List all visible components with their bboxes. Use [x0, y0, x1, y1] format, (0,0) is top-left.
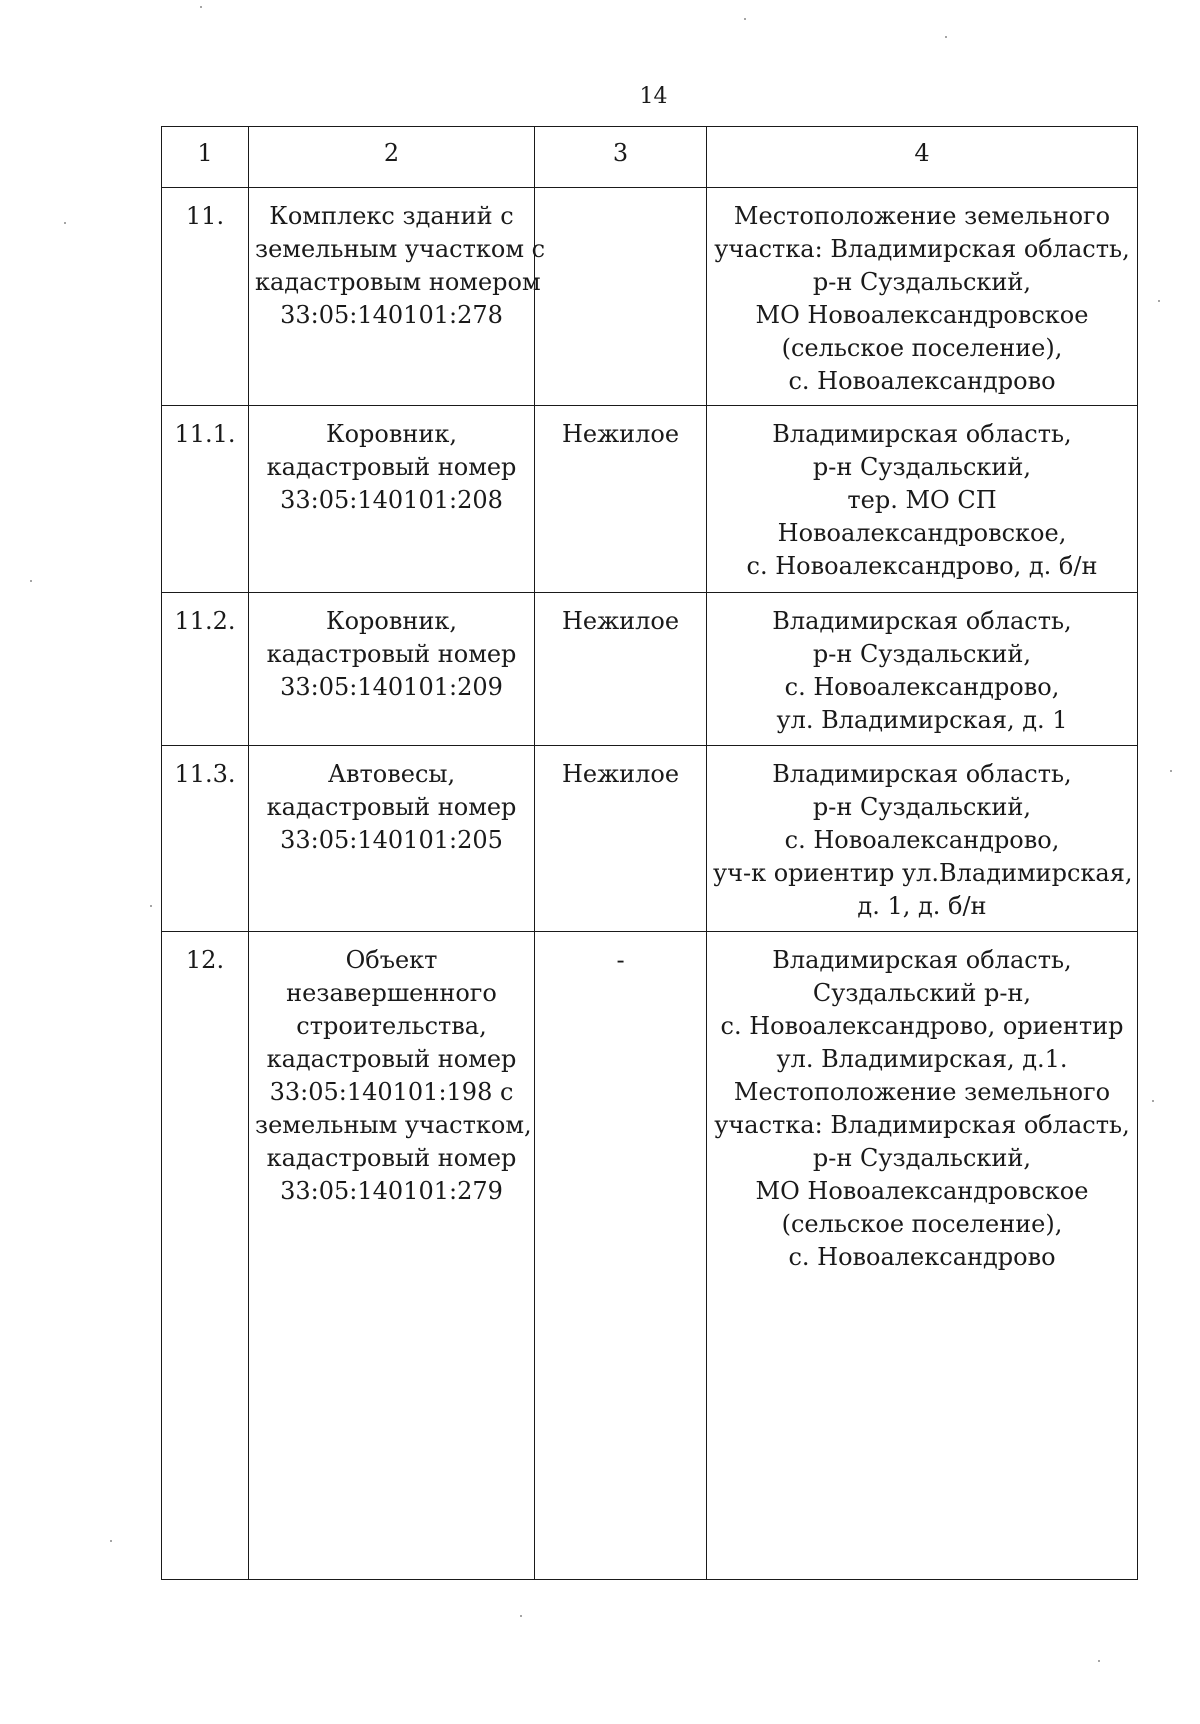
- cell-text-line: Нежилое: [561, 760, 680, 788]
- cell-text-line: Местоположение земельного: [733, 1078, 1111, 1106]
- scan-speck: [110, 1540, 112, 1542]
- row-number-cell: [162, 406, 249, 593]
- column-header-1: 1: [162, 127, 249, 188]
- table-header-row: [162, 127, 1138, 188]
- cell-text-line: кадастровый номер: [266, 1144, 517, 1172]
- cell-text-line: р-н Суздальский,: [812, 793, 1032, 821]
- column-header-4: 4: [707, 127, 1138, 188]
- scan-speck: [1152, 1100, 1154, 1102]
- cell-text-line: с. Новоалександрово,: [784, 826, 1060, 854]
- address-cell: [707, 932, 1138, 1580]
- scan-speck: [1098, 1660, 1100, 1662]
- cell-text-line: Владимирская область,: [772, 946, 1072, 974]
- cell-text-line: 33:05:140101:279: [280, 1177, 503, 1205]
- cell-text-line: Владимирская область,: [772, 607, 1072, 635]
- cell-text-line: с. Новоалександрово: [788, 1243, 1056, 1271]
- cell-text-line: д. 1, д. б/н: [857, 892, 987, 920]
- table-row: [162, 932, 1138, 1580]
- cell-text-line: (сельское поселение),: [781, 334, 1063, 362]
- cell-text-line: Коровник,: [326, 607, 457, 635]
- row-number-cell: [162, 932, 249, 1580]
- table-row: [162, 188, 1138, 406]
- address-cell: [707, 746, 1138, 932]
- cell-text-line: 33:05:140101:205: [280, 826, 503, 854]
- row-number-cell: [162, 746, 249, 932]
- cell-text-line: р-н Суздальский,: [812, 268, 1032, 296]
- cell-text-line: р-н Суздальский,: [812, 640, 1032, 668]
- row-number-cell: [162, 593, 249, 746]
- scan-speck: [1170, 770, 1172, 772]
- scan-speck: [945, 36, 947, 38]
- cell-text-line: с. Новоалександрово,: [784, 673, 1060, 701]
- object-type-cell: [535, 188, 707, 406]
- cell-text-line: с. Новоалександрово: [788, 367, 1056, 395]
- column-header-3: 3: [535, 127, 707, 188]
- cell-text-line: кадастровый номер: [266, 453, 517, 481]
- cell-text-line: р-н Суздальский,: [812, 1144, 1032, 1172]
- object-type-cell: [535, 746, 707, 932]
- cell-text-line: Новоалександровское,: [777, 519, 1067, 547]
- cell-text-line: Автовесы,: [327, 760, 456, 788]
- cell-text-line: кадастровый номер: [266, 640, 517, 668]
- cell-text-line: МО Новоалександровское: [755, 1177, 1089, 1205]
- cell-text-line: 11.: [185, 202, 225, 230]
- object-type-cell: [535, 593, 707, 746]
- cell-text-line: Комплекс зданий с: [269, 202, 514, 230]
- cell-text-line: 33:05:140101:278: [280, 301, 503, 329]
- cell-text-line: Нежилое: [561, 607, 680, 635]
- cell-text-line: кадастровый номер: [266, 793, 517, 821]
- cell-text-line: 11.3.: [174, 760, 236, 788]
- cell-text-line: уч-к ориентир ул.Владимирская,: [713, 859, 1133, 887]
- table-row: [162, 746, 1138, 932]
- object-name-cell: [249, 746, 535, 932]
- scan-speck: [30, 580, 32, 582]
- cell-text-line: -: [616, 946, 625, 974]
- cell-text-line: Владимирская область,: [772, 420, 1072, 448]
- table-row: [162, 406, 1138, 593]
- cell-text-line: тер. МО СП: [847, 486, 997, 514]
- cell-text-line: Объект: [345, 946, 438, 974]
- row-number-cell: [162, 188, 249, 406]
- cell-text-line: ул. Владимирская, д. 1: [776, 706, 1068, 734]
- cell-text-line: Местоположение земельного: [733, 202, 1111, 230]
- address-cell: [707, 406, 1138, 593]
- cell-text-line: Нежилое: [561, 420, 680, 448]
- cell-text-line: кадастровым номером: [255, 268, 541, 296]
- cell-text-line: участка: Владимирская область,: [714, 235, 1130, 263]
- object-name-cell: [249, 593, 535, 746]
- object-name-cell: [249, 406, 535, 593]
- cell-text-line: 11.1.: [174, 420, 236, 448]
- cell-text-line: МО Новоалександровское: [755, 301, 1089, 329]
- table-body: [162, 188, 1138, 1580]
- scan-speck: [1158, 300, 1160, 302]
- cell-text-line: ул. Владимирская, д.1.: [776, 1045, 1068, 1073]
- scan-speck: [200, 6, 202, 8]
- property-table: [161, 126, 1138, 1580]
- cell-text-line: с. Новоалександрово, д. б/н: [746, 552, 1098, 580]
- cell-text-line: участка: Владимирская область,: [714, 1111, 1130, 1139]
- cell-text-line: незавершенного: [286, 979, 497, 1007]
- scan-speck: [150, 905, 152, 907]
- cell-text-line: Коровник,: [326, 420, 457, 448]
- cell-text-line: 33:05:140101:208: [280, 486, 503, 514]
- cell-text-line: 11.2.: [174, 607, 236, 635]
- cell-text-line: 12.: [185, 946, 225, 974]
- cell-text-line: земельным участком,: [255, 1111, 532, 1139]
- object-type-cell: [535, 406, 707, 593]
- scan-speck: [64, 222, 66, 224]
- column-header-2: 2: [249, 127, 535, 188]
- cell-text-line: 33:05:140101:198 с: [269, 1078, 514, 1106]
- cell-text-line: Суздальский р-н,: [812, 979, 1032, 1007]
- cell-text-line: Владимирская область,: [772, 760, 1072, 788]
- cell-text-line: (сельское поселение),: [781, 1210, 1063, 1238]
- scan-speck: [520, 1615, 522, 1617]
- cell-text-line: р-н Суздальский,: [812, 453, 1032, 481]
- table-row: [162, 593, 1138, 746]
- cell-text-line: с. Новоалександрово, ориентир: [720, 1012, 1124, 1040]
- object-name-cell: [249, 188, 546, 406]
- address-cell: [707, 188, 1138, 406]
- cell-text-line: 33:05:140101:209: [280, 673, 503, 701]
- object-name-cell: [249, 932, 535, 1580]
- scan-speck: [744, 18, 746, 20]
- address-cell: [707, 593, 1138, 746]
- page-number: 14: [639, 84, 668, 109]
- object-type-cell: [535, 932, 707, 1580]
- cell-text-line: строительства,: [296, 1012, 487, 1040]
- cell-text-line: земельным участком с: [255, 235, 546, 263]
- cell-text-line: кадастровый номер: [266, 1045, 517, 1073]
